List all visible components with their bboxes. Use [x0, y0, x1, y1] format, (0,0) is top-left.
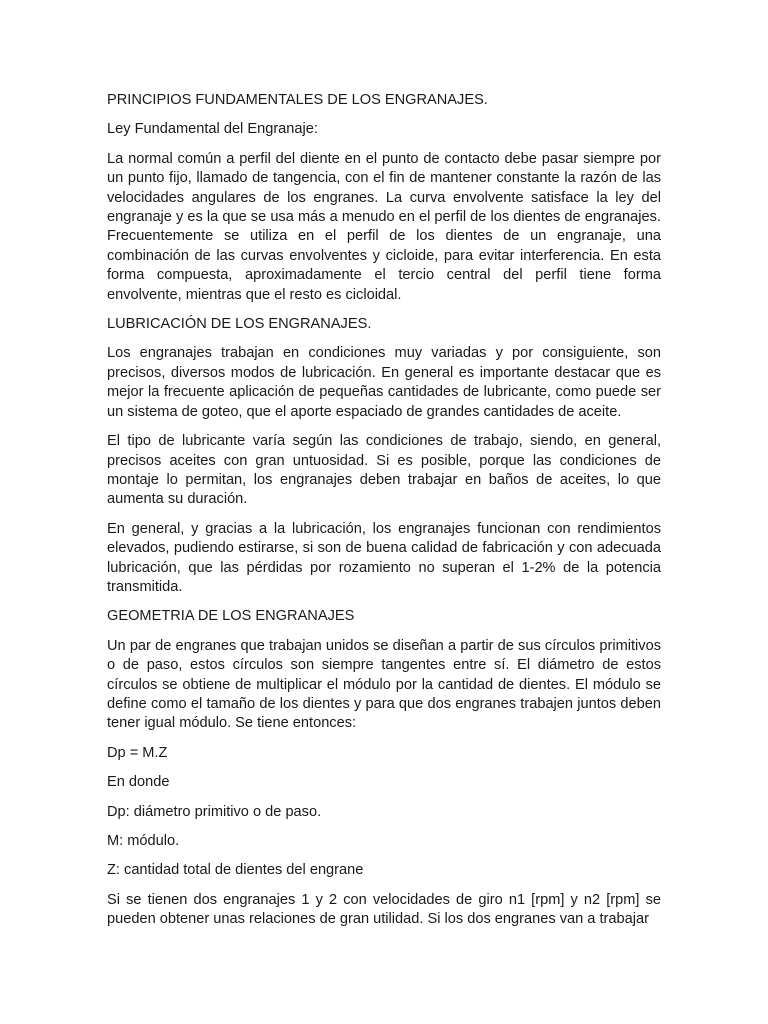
lubrication-heading: LUBRICACIÓN DE LOS ENGRANAJES. [107, 316, 372, 333]
geometry-paragraph-2: Si se tienen dos engranajes 1 y 2 con velocidades de giro n1 [rpm] y n2 [rpm] se pueden obtener unas relaciones de gran utilidad. Si los dos engranes van a trabajar [107, 891, 661, 928]
law-paragraph: La normal común a perfil del diente en el punto de contacto debe pasar siempre por un punto fijo, llamado de tangencia, con el fin de mantener constante la razón de las velocidades angulares de los engranes. La curva envolvente satisface la ley del engranaje y es la que se usa más a menudo en el perfil de los dientes de engranajes. Frecuentemente se utiliza en el perfil de los dientes de un engranaje, una combinación de las curvas envolventes y cicloide, para evitar interferencia. En esta forma compuesta, aproximadamente el tercio central del perfil tiene forma envolvente, mientras que el resto es cicloidal. [107, 150, 661, 303]
formula-line: Dp = M.Z [107, 744, 168, 761]
lubrication-paragraph-3: En general, y gracias a la lubricación, los engranajes funcionan con rendimientos elevados, pudiendo estirarse, si son de buena calidad de fabricación y con adecuada lubricación, que las pérdidas por rozamiento no superan el 1-2% de la potencia transmitida. [107, 520, 661, 595]
lubrication-paragraph-2: El tipo de lubricante varía según las condiciones de trabajo, siendo, en general, precisos aceites con gran untuosidad. Si es posible, porque las condiciones de montaje lo permitan, los engranajes deben trabajar en baños de aceites, lo que aumenta su duración. [107, 433, 661, 508]
definition-dp: Dp: diámetro primitivo o de paso. [107, 803, 322, 820]
definition-z: Z: cantidad total de dientes del engrane [107, 862, 364, 879]
definition-m: M: módulo. [107, 833, 180, 849]
main-heading: PRINCIPIOS FUNDAMENTALES DE LOS ENGRANAJES. [107, 92, 488, 108]
geometry-heading: GEOMETRIA DE LOS ENGRANAJES [107, 608, 355, 625]
lubrication-paragraph-1: Los engranajes trabajan en condiciones muy variadas y por consiguiente, son precisos, diversos modos de lubricación. En general es importante destacar que es mejor la frecuente aplicación de pequeñas cantidades de lubricante, como puede ser un sistema de goteo, que el aporte espaciado de grandes cantidades de aceite. [107, 345, 661, 420]
law-subheading: Ley Fundamental del Engranaje: [107, 121, 318, 138]
where-line: En donde [107, 774, 170, 791]
geometry-paragraph-1: Un par de engranes que trabajan unidos se diseñan a partir de sus círculos primitivos o de paso, estos círculos son siempre tangentes entre sí. El diámetro de estos círculos se obtiene de multiplicar el módulo por la cantidad de dientes. El módulo se define como el tamaño de los dientes y para que dos engranes trabajen juntos deben tener igual módulo. Se tiene entonces: [107, 637, 661, 732]
document-page [107, 91, 661, 940]
